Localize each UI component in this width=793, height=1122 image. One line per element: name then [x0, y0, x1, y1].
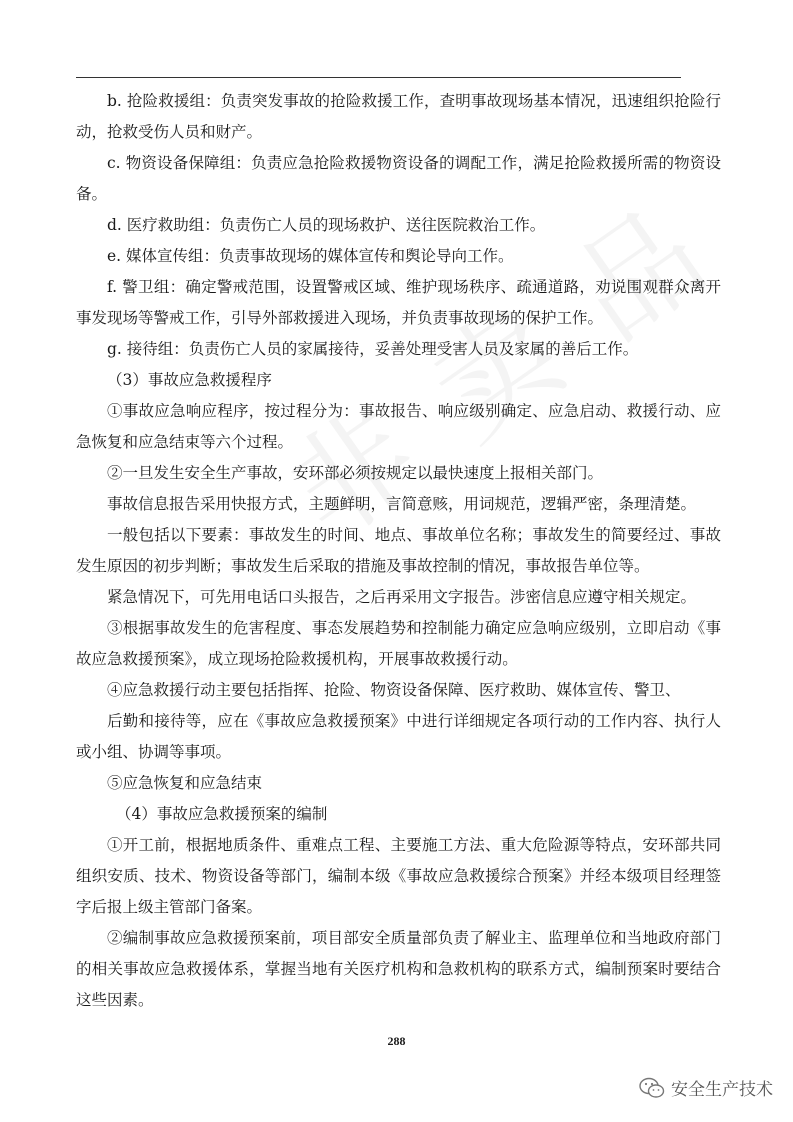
header-rule	[76, 77, 681, 78]
paragraph: ①事故应急响应程序，按过程分为：事故报告、响应级别确定、应急启动、救援行动、应急恢复和应急结束等六个过程。	[76, 402, 721, 451]
paragraph: d. 医疗救助组：负责伤亡人员的现场救护、送往医院救治工作。	[107, 216, 546, 234]
paragraph: ③根据事故发生的危害程度、事态发展趋势和控制能力确定应急响应级别，立即启动《事故应急救援预案》，成立现场抢险救援机构，开展事故救援行动。	[76, 619, 721, 668]
wechat-icon	[639, 1077, 665, 1099]
paragraph: 后勤和接待等，应在《事故应急救援预案》中进行详细规定各项行动的工作内容、执行人或小组、协调等事项。	[76, 712, 721, 761]
paragraph: c. 物资设备保障组：负责应急抢险救援物资设备的调配工作，满足抢险救援所需的物资设备。	[76, 154, 721, 203]
paragraph: ②一旦发生安全生产事故，安环部必须按规定以最快速度上报相关部门。	[107, 464, 604, 482]
paragraph: ④应急救援行动主要包括指挥、抢险、物资设备保障、医疗救助、媒体宣传、警卫、	[107, 681, 681, 699]
brand-watermark	[639, 1075, 773, 1100]
paragraph: 事故信息报告采用快报方式，主题鲜明，言简意赅，用词规范，逻辑严密，条理清楚。	[107, 495, 697, 513]
paragraph: （4）事故应急救援预案的编制	[116, 805, 328, 823]
paragraph: f. 警卫组：确定警戒范围，设置警戒区域、维护现场秩序、疏通道路，劝说围观群众离开事发现场等警戒工作，引导外部救援进入现场，并负责事故现场的保护工作。	[76, 278, 721, 327]
paragraph: （3）事故应急救援程序	[107, 371, 272, 389]
brand-name: 安全生产技术	[671, 1080, 773, 1100]
page-number: 288	[387, 1034, 406, 1048]
paragraph: ①开工前，根据地质条件、重难点工程、主要施工方法、重大危险源等特点，安环部共同组织安质、技术、物资设备等部门，编制本级《事故应急救援综合预案》并经本级项目经理签字后报上级主管部门备案。	[76, 836, 721, 916]
paragraph: ⑤应急恢复和应急结束	[107, 774, 263, 792]
paragraph: 紧急情况下，可先用电话口头报告，之后再采用文字报告。涉密信息应遵守相关规定。	[107, 588, 697, 606]
paragraph: g. 接待组：负责伤亡人员的家属接待，妥善处理受害人员及家属的善后工作。	[107, 340, 639, 358]
paragraph: e. 媒体宣传组：负责事故现场的媒体宣传和舆论导向工作。	[107, 247, 514, 265]
paragraph: 一般包括以下要素：事故发生的时间、地点、事故单位名称；事故发生的简要经过、事故发生原因的初步判断；事故发生后采取的措施及事故控制的情况，事故报告单位等。	[76, 526, 721, 575]
paragraph: ②编制事故应急救援预案前，项目部安全质量部负责了解业主、监理单位和当地政府部门的相关事故应急救援体系，掌握当地有关医疗机构和急救机构的联系方式，编制预案时要结合这些因素。	[76, 929, 721, 1009]
document-body	[76, 86, 721, 1016]
paragraph: b. 抢险救援组：负责突发事故的抢险救援工作，查明事故现场基本情况，迅速组织抢险行动，抢救受伤人员和财产。	[76, 92, 721, 141]
